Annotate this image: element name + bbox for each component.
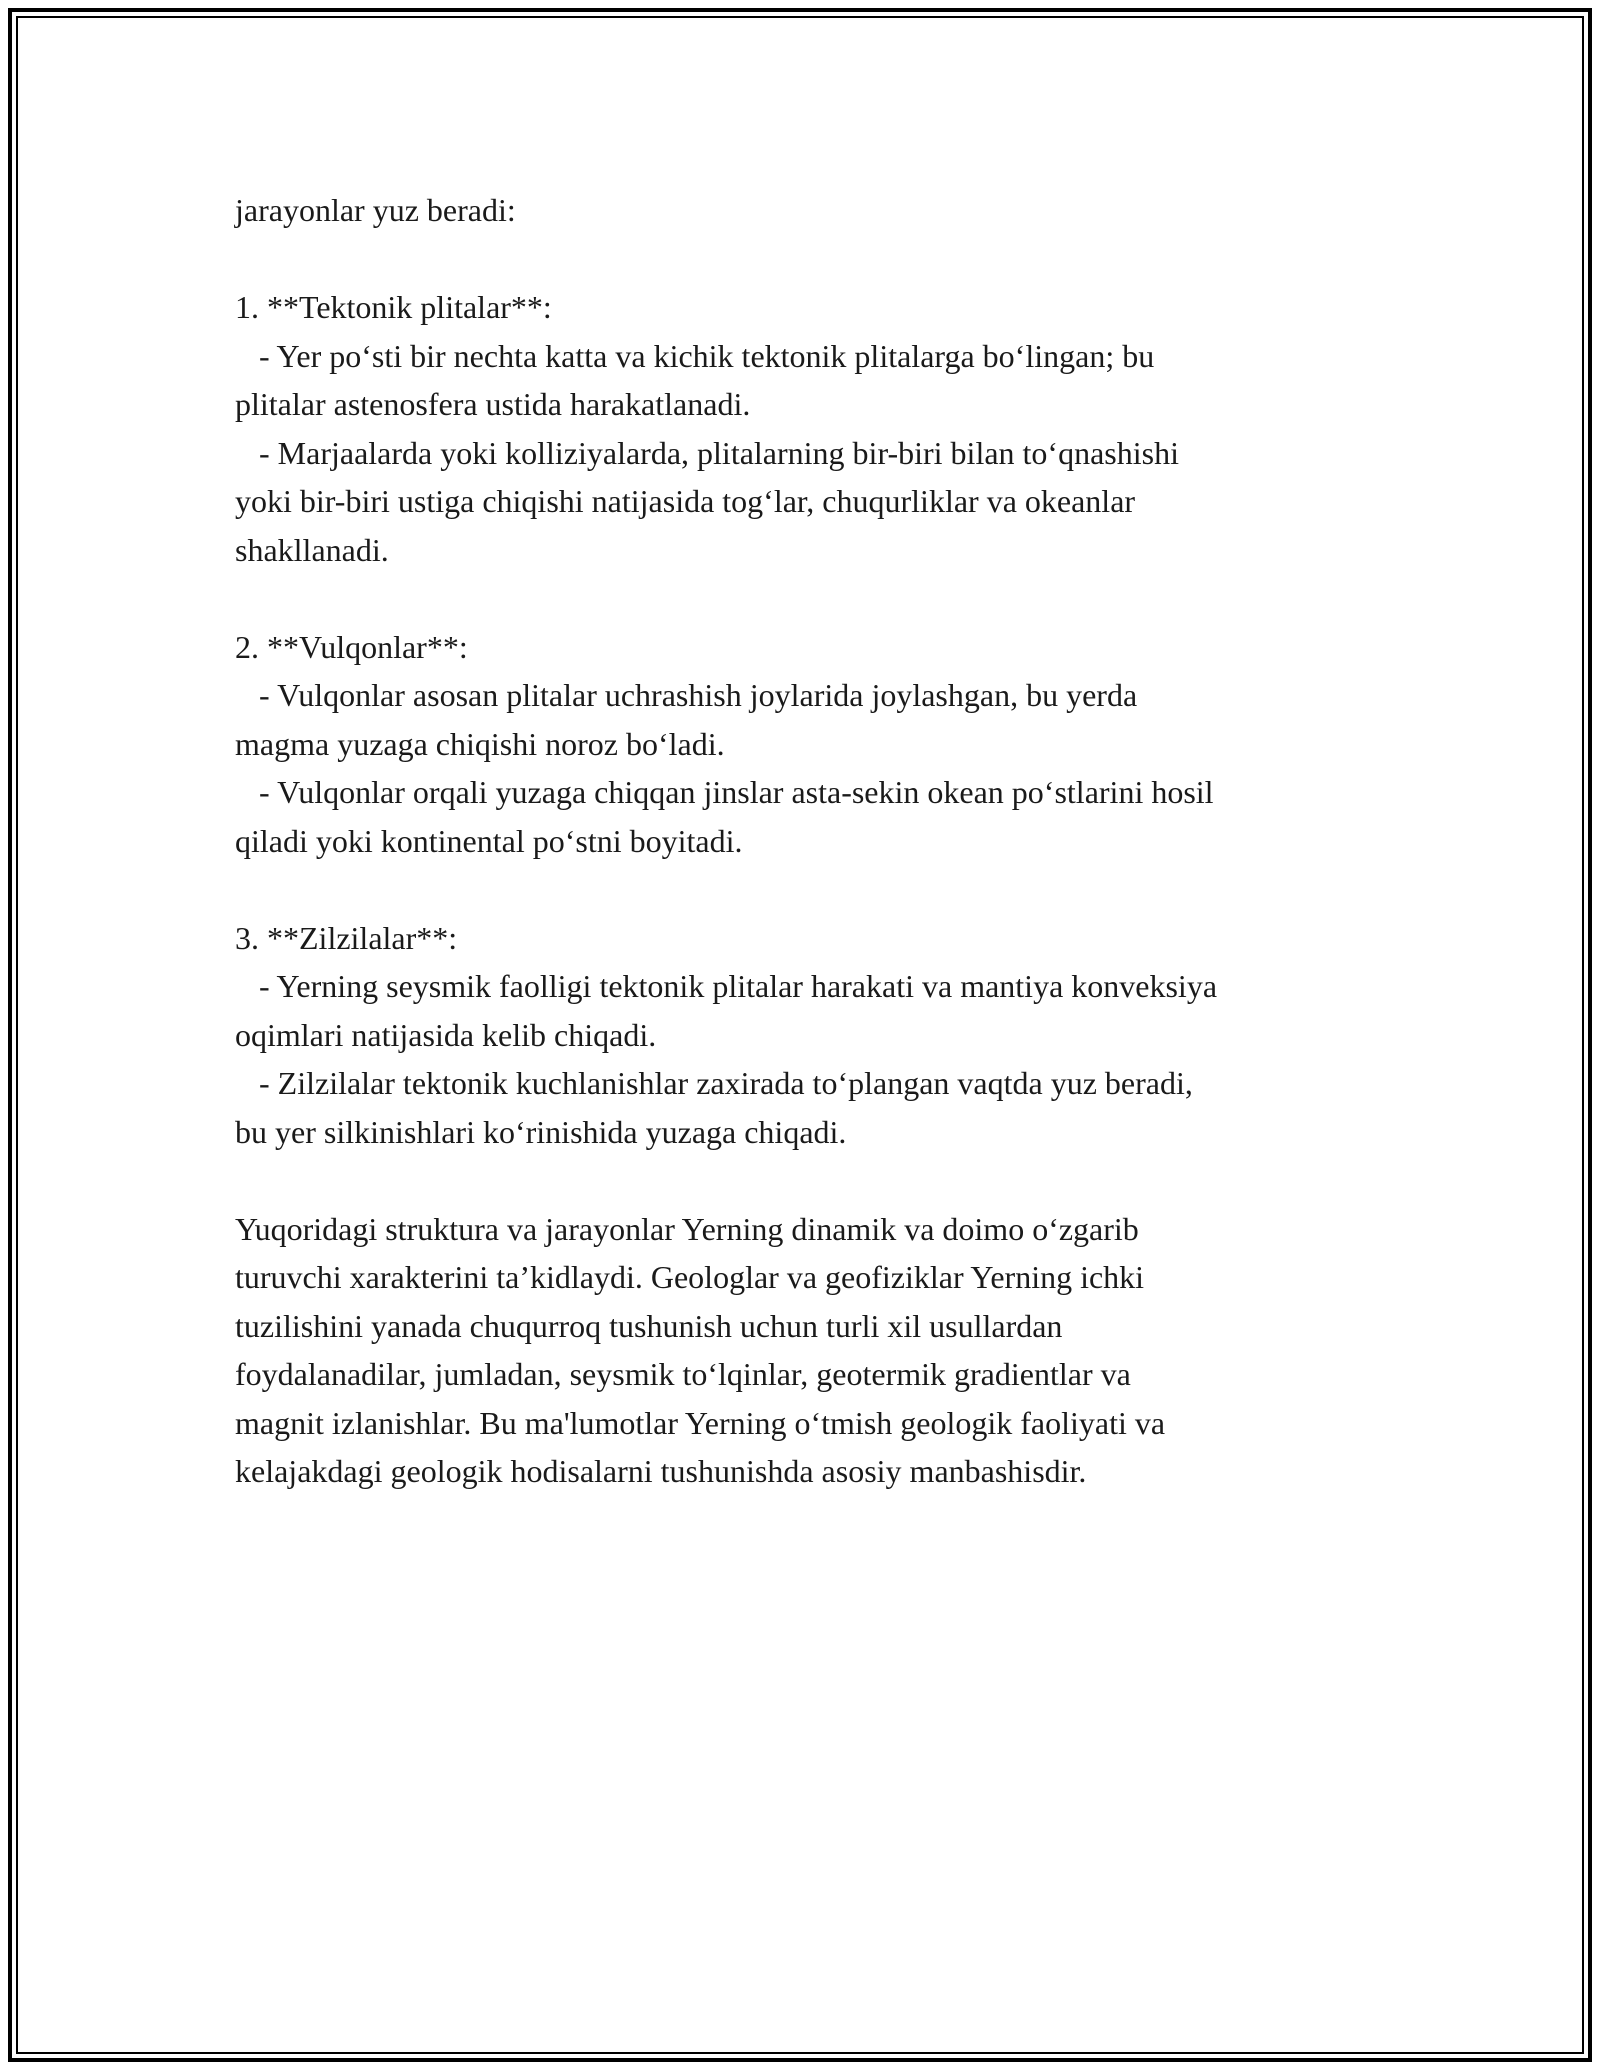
bullet-line: - Vulqonlar asosan plitalar uchrashish joylarida joylashgan, bu yerda [235, 677, 1138, 713]
conclusion-line: Yuqoridagi struktura va jarayonlar Yerning dinamik va doimo o‘zgarib [235, 1210, 1139, 1247]
intro-text: jarayonlar yuz beradi: [235, 192, 516, 228]
section-heading-vulqonlar: 2. **Vulqonlar**: [235, 628, 468, 665]
section-heading-tektonik: 1. **Tektonik plitalar**: [235, 289, 552, 325]
section-heading-zilzilalar: 3. **Zilzilalar**: [235, 919, 458, 956]
paragraph-gap [235, 865, 1385, 914]
bullet-line: - Yerning seysmik faolligi tektonik plitalar harakati va mantiya konveksiya [235, 968, 1218, 1004]
bullet-line: oqimlari natijasida kelib chiqadi. [235, 1016, 657, 1053]
bullet-line: - Marjaalarda yoki kolliziyalarda, plitalarning bir-biri bilan to‘qnashishi [235, 434, 1179, 471]
bullet-line: magma yuzaga chiqishi noroz bo‘ladi. [235, 725, 725, 762]
bullet-line: plitalar astenosfera ustida harakatlanadi. [235, 386, 751, 422]
conclusion-line: kelajakdagi geologik hodisalarni tushunishda asosiy manbashisdir. [235, 1453, 1087, 1489]
bullet-line: bu yer silkinishlari ko‘rinishida yuzaga chiqadi. [235, 1113, 847, 1150]
document-body [235, 186, 1385, 1496]
paragraph-gap [235, 235, 1385, 284]
paragraph-gap [235, 1156, 1385, 1205]
conclusion-line: tuzilishini yanada chuqurroq tushunish uchun turli xil usullardan [235, 1307, 1063, 1344]
bullet-line: qiladi yoki kontinental po‘stni boyitadi. [235, 822, 743, 859]
conclusion-line: magnit izlanishlar. Bu ma'lumotlar Yerning o‘tmish geologik faoliyati va [235, 1404, 1166, 1441]
conclusion-line: foydalanadilar, jumladan, seysmik to‘lqinlar, geotermik gradientlar va [235, 1356, 1131, 1392]
bullet-line: shakllanadi. [235, 531, 389, 568]
paragraph-gap [235, 574, 1385, 623]
bullet-line: - Zilzilalar tektonik kuchlanishlar zaxirada to‘plangan vaqtda yuz beradi, [235, 1065, 1193, 1101]
bullet-line: yoki bir-biri ustiga chiqishi natijasida tog‘lar, chuqurliklar va okeanlar [235, 483, 1136, 519]
bullet-line: - Yer po‘sti bir nechta katta va kichik tektonik plitalarga bo‘lingan; bu [235, 337, 1155, 374]
bullet-line: - Vulqonlar orqali yuzaga chiqqan jinslar asta-sekin okean po‘stlarini hosil [235, 774, 1214, 810]
conclusion-line: turuvchi xarakterini ta’kidlaydi. Geologlar va geofiziklar Yerning ichki [235, 1259, 1145, 1295]
